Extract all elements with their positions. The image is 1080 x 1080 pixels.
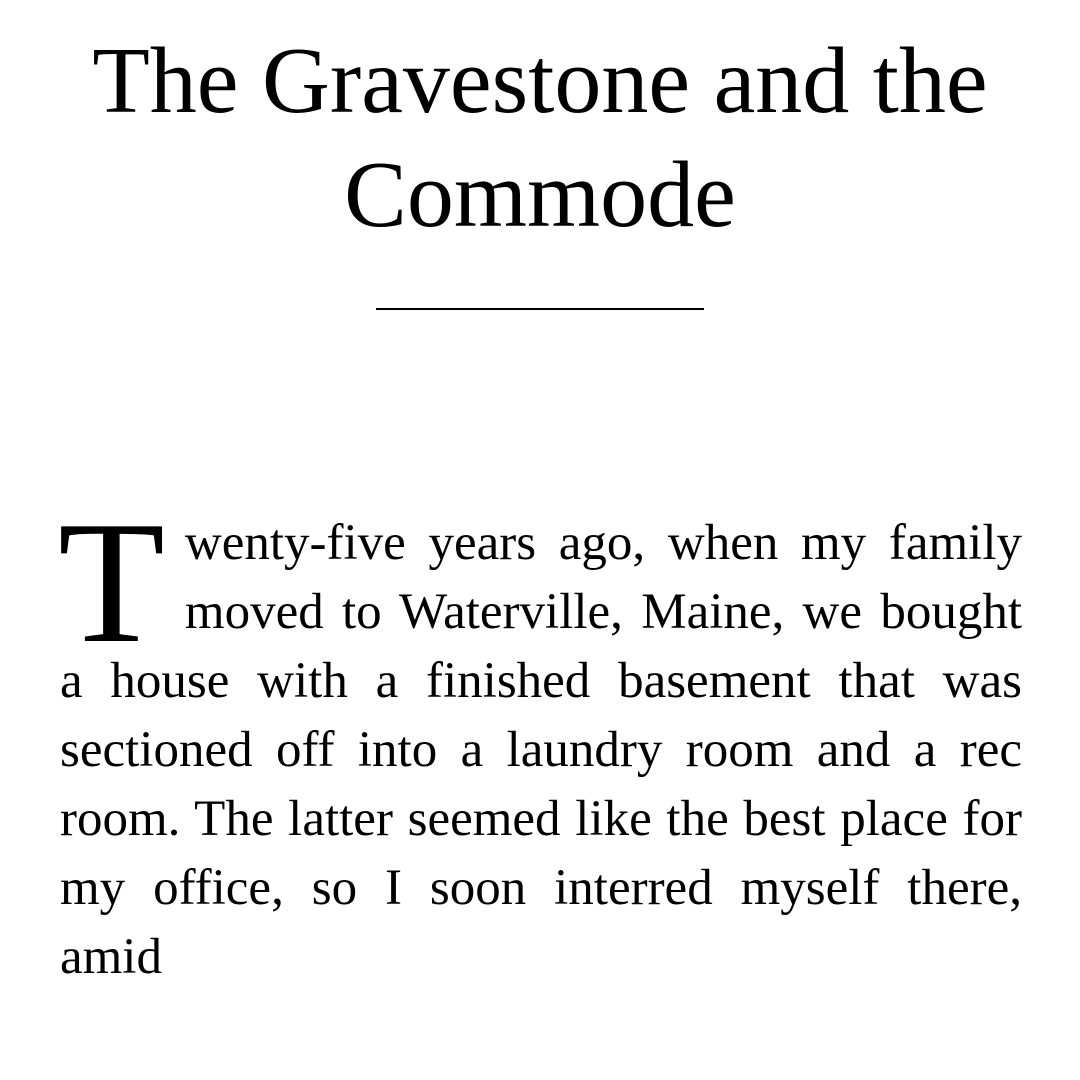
title-line-1: The Gravestone and the — [92, 29, 988, 133]
title-divider — [376, 308, 704, 310]
drop-cap: T — [58, 485, 165, 679]
title-line-2: Commode — [344, 143, 736, 247]
body-text: wenty-five years ago, when my family moved to Waterville, Maine, we bought a house with a finished basement that was sectioned off into a laundry room and a rec room. The latter seemed like the best place for my office, so I soon interred myself there, amid — [60, 515, 1022, 985]
article-body — [58, 485, 1022, 992]
article-title — [0, 24, 1080, 252]
